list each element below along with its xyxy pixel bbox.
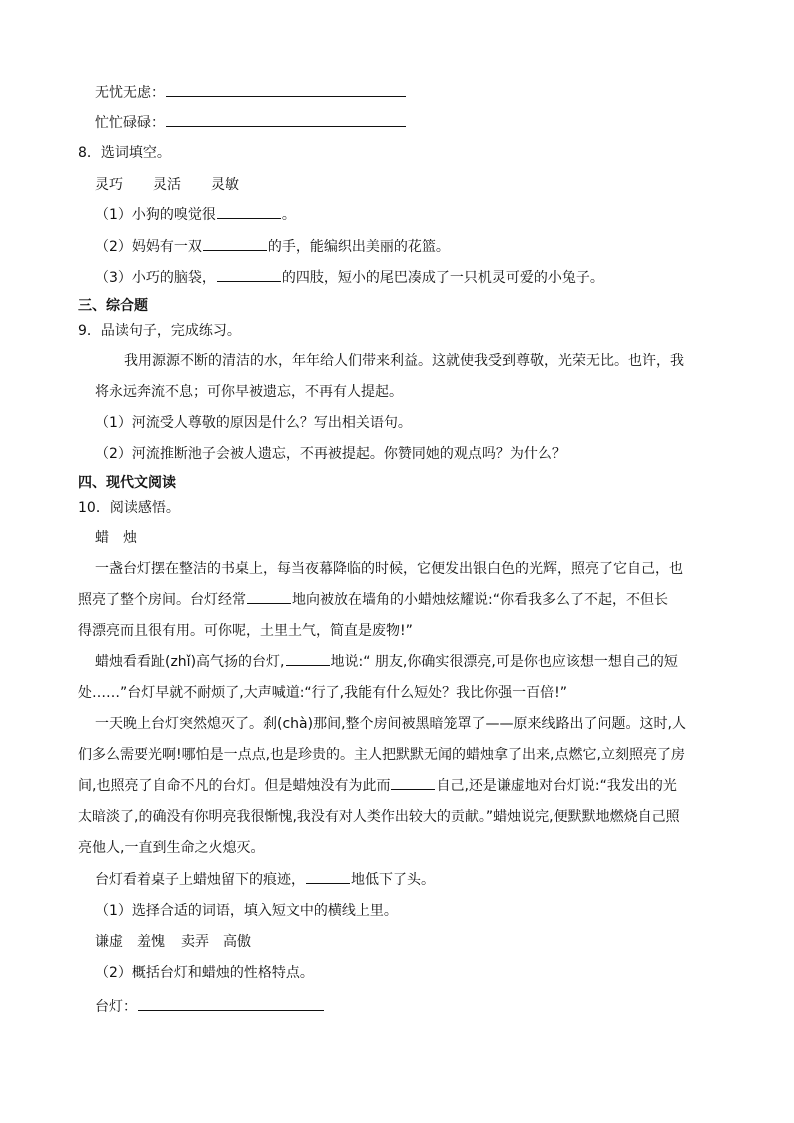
fill-label-taideng: 台灯：: [95, 999, 137, 1015]
story-line: 处……”台灯早就不耐烦了,大声喊道:“行了,我能有什么短处？我比你强一百倍!”: [78, 685, 567, 701]
story-text: 地向被放在墙角的小蜡烛炫耀说:“你看我多么了不起，不但长: [292, 592, 668, 608]
q9-passage-line: 我用源源不断的清洁的水，年年给人们带来利益。这就使我受到尊敬，光荣无比。也许，我: [124, 353, 684, 369]
story-line: 得漂亮而且很有用。可你呢，土里土气，简直是废物!”: [78, 623, 413, 639]
story-text: 台灯看着桌子上蜡烛留下的痕迹，: [95, 872, 305, 888]
word-option: 羞愧: [137, 934, 165, 950]
sentence-text: 的手，能编织出美丽的花篮。: [267, 239, 450, 255]
story-line: 太暗淡了,的确没有你明亮我很惭愧,我没有对人类作出较大的贡献。”蜡烛说完,便默默地燃烧自己照: [78, 809, 680, 825]
q9-title: 9．品读句子，完成练习。: [78, 323, 241, 339]
q8-sentence-2: [95, 237, 450, 257]
answer-blank[interactable]: [306, 882, 350, 884]
sentence-text: （2）妈妈有一双: [95, 239, 202, 255]
story-line: 一盏台灯摆在整洁的书桌上，每当夜幕降临的时候，它便发出银白色的光辉，照亮了它自己，也: [95, 561, 683, 577]
answer-blank[interactable]: [217, 217, 281, 219]
story-line: [78, 776, 677, 796]
word-option: 灵敏: [211, 177, 239, 193]
q9-sub-1: （1）河流受人尊敬的原因是什么？写出相关语句。: [95, 415, 412, 431]
q8-word-bank: [95, 175, 239, 195]
fill-label-mangmang: 忙忙碌碌：: [95, 115, 165, 131]
story-line: 一天晚上台灯突然熄灭了。刹(chà)那间,整个房间被黑暗笼罩了——原来线路出了问题。这时,人: [95, 716, 686, 732]
word-option: 卖弄: [181, 934, 209, 950]
answer-blank[interactable]: [166, 125, 406, 127]
answer-blank[interactable]: [391, 788, 435, 790]
story-line: [95, 870, 435, 890]
q8-title: 8．选词填空。: [78, 145, 171, 161]
story-text: 地低下了头。: [351, 872, 435, 888]
sentence-text: （3）小巧的脑袋，: [95, 270, 216, 286]
answer-blank[interactable]: [166, 95, 406, 97]
q10-word-bank: [95, 932, 251, 952]
answer-blank[interactable]: [247, 602, 291, 604]
fill-line-wuyou: [95, 83, 407, 103]
answer-blank[interactable]: [203, 249, 267, 251]
sentence-text: （1）小狗的嗅觉很: [95, 207, 216, 223]
story-text: 间,也照亮了自命不凡的台灯。但是蜡烛没有为此而: [78, 778, 391, 794]
story-line: [78, 590, 668, 610]
q9-passage-line: 将永远奔流不息；可你早被遗忘，不再有人提起。: [95, 384, 403, 400]
fill-line-taideng: [95, 997, 325, 1017]
q8-sentence-1: [95, 205, 296, 225]
fill-line-mangmang: [95, 113, 407, 133]
section-heading-3: 三、综合题: [78, 298, 148, 314]
story-text: 照亮了整个房间。台灯经常: [78, 592, 246, 608]
q8-sentence-3: [95, 268, 604, 288]
q10-title: 10．阅读感悟。: [78, 500, 180, 516]
story-text: 自己,还是谦虚地对台灯说:“我发出的光: [436, 778, 677, 794]
story-line: 亮他人,一直到生命之火熄灭。: [78, 840, 265, 856]
sentence-text: 的四肢，短小的尾巴凑成了一只机灵可爱的小兔子。: [281, 270, 604, 286]
word-option: 灵活: [153, 177, 181, 193]
story-text: 地说:“ 朋友,你确实很漂亮,可是你也应该想一想自己的短: [330, 654, 678, 670]
section-heading-4: 四、现代文阅读: [78, 475, 176, 491]
sentence-text: 。: [281, 207, 296, 223]
q9-sub-2: （2）河流推断池子会被人遗忘，不再被提起。你赞同她的观点吗？为什么？: [95, 446, 566, 462]
story-line: [95, 652, 678, 672]
word-option: 灵巧: [95, 177, 123, 193]
answer-blank[interactable]: [138, 1009, 324, 1011]
word-option: 高傲: [223, 934, 251, 950]
story-text: 蜡烛看看趾(zhǐ)高气扬的台灯,: [95, 654, 285, 670]
answer-blank[interactable]: [217, 280, 281, 282]
word-option: 谦虚: [95, 934, 123, 950]
story-line: 们多么需要光啊!哪怕是一点点,也是珍贵的。主人把默默无闻的蜡烛拿了出来,点燃它,立刻照亮了房: [78, 747, 685, 763]
q10-sub-2: （2）概括台灯和蜡烛的性格特点。: [95, 965, 314, 981]
fill-label-wuyou: 无忧无虑：: [95, 85, 165, 101]
q10-sub-1: （1）选择合适的词语，填入短文中的横线上里。: [95, 903, 398, 919]
answer-blank[interactable]: [286, 664, 330, 666]
story-title: 蜡 烛: [95, 530, 137, 546]
